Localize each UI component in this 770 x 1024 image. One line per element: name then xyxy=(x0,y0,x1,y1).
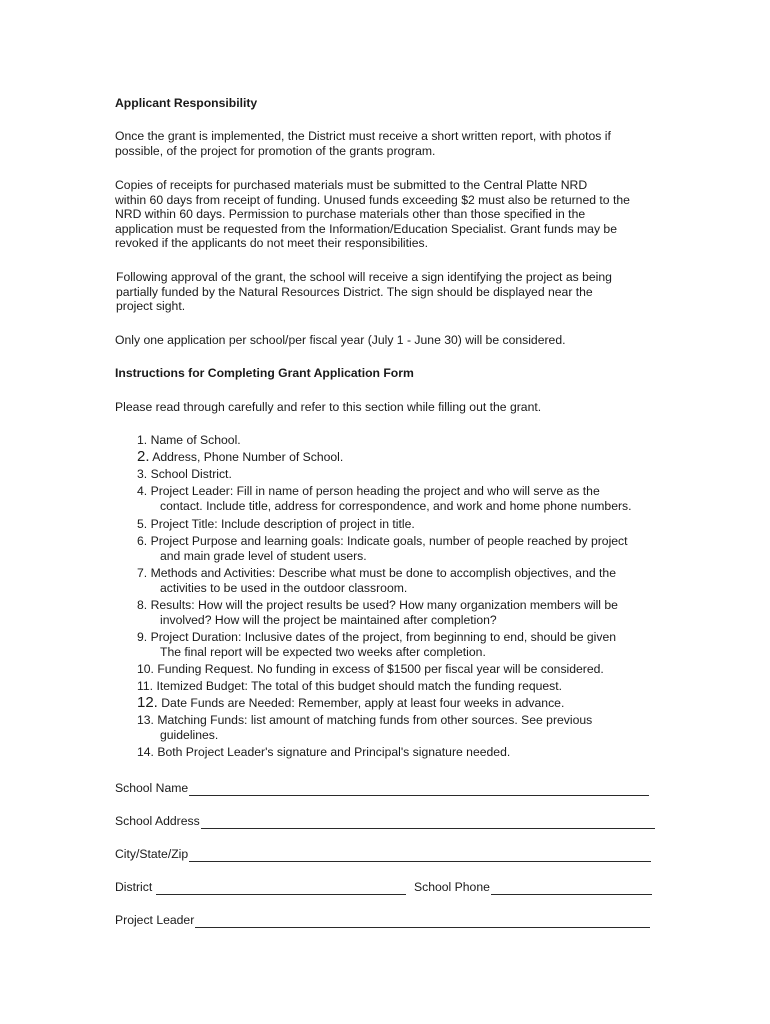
list-item-number: 4. xyxy=(137,484,148,498)
applicant-responsibility-heading: Applicant Responsibility xyxy=(115,96,258,110)
city-state-zip-field xyxy=(115,846,651,862)
applicant-paragraph-sign: Following approval of the grant, the school will receive a sign identifying the project as being partially funded by the Natural Resources District. The sign should be displayed near the project sight. xyxy=(116,270,612,314)
list-item-text: Name of School. xyxy=(150,433,241,447)
list-item-text: Project Purpose and learning goals: Indicate goals, number of people reached by project xyxy=(150,534,628,548)
school-name-field xyxy=(115,780,649,796)
school-phone-label: School Phone xyxy=(414,880,490,895)
list-item-text: Methods and Activities: Describe what must be done to accomplish objectives, and the xyxy=(150,566,616,580)
list-item xyxy=(137,450,657,467)
list-item-number: 1. xyxy=(137,433,148,447)
list-item-text: Both Project Leader's signature and Principal's signature needed. xyxy=(157,745,511,759)
list-item-number: 2. xyxy=(137,448,150,465)
list-item-text: Project Leader: Fill in name of person heading the project and who will serve as the xyxy=(150,484,600,498)
school-address-input-line[interactable] xyxy=(201,817,655,829)
list-item-continuation: The final report will be expected two weeks after completion. xyxy=(160,644,486,659)
list-item xyxy=(137,517,657,534)
list-item-continuation: guidelines. xyxy=(160,727,219,742)
list-item xyxy=(137,467,657,484)
list-item-number: 13. xyxy=(137,713,154,727)
list-item-text: Results: How will the project results be used? How many organization members will be xyxy=(150,598,618,612)
list-item-number: 5. xyxy=(137,517,148,531)
list-item xyxy=(137,662,657,679)
list-item xyxy=(137,713,657,745)
city-state-zip-label: City/State/Zip xyxy=(115,847,189,862)
applicant-paragraph-one-application: Only one application per school/per fiscal year (July 1 - June 30) will be considered. xyxy=(115,333,566,347)
list-item-text: Date Funds are Needed: Remember, apply at least four weeks in advance. xyxy=(161,696,565,710)
list-item xyxy=(137,433,657,450)
list-item-text: Address, Phone Number of School. xyxy=(152,450,344,464)
list-item-number: 12. xyxy=(137,694,158,711)
district-field xyxy=(115,879,406,895)
district-input-line[interactable] xyxy=(156,883,406,895)
list-item xyxy=(137,745,657,762)
school-phone-field xyxy=(414,879,652,895)
school-address-field xyxy=(115,813,655,829)
city-state-zip-input-line[interactable] xyxy=(189,850,651,862)
list-item-number: 11. xyxy=(137,679,154,693)
school-phone-input-line[interactable] xyxy=(491,883,652,895)
list-item-number: 7. xyxy=(137,566,148,580)
project-leader-label: Project Leader xyxy=(115,913,195,928)
list-item-text: School District. xyxy=(150,467,232,481)
list-item-number: 14. xyxy=(137,745,154,759)
list-item-text: Itemized Budget: The total of this budget should match the funding request. xyxy=(156,679,563,693)
list-item-number: 8. xyxy=(137,598,148,612)
school-name-input-line[interactable] xyxy=(189,784,649,796)
list-item-number: 6. xyxy=(137,534,148,548)
list-item xyxy=(137,566,657,598)
list-item xyxy=(137,696,657,713)
district-label: District xyxy=(115,880,153,895)
list-item xyxy=(137,598,657,630)
list-item-number: 9. xyxy=(137,630,148,644)
applicant-paragraph-receipts: Copies of receipts for purchased materials must be submitted to the Central Platte NRD within 60 days from receipt of funding. Unused funds exceeding $2 must also be returned to the NRD within 60 days. Permission to purchase materials other than those specified in the application must be requested from the Information/Education Specialist. Grant funds may be revoked if the applicants do not meet their responsibilities. xyxy=(115,178,630,251)
list-item xyxy=(137,484,657,517)
list-item-text: Project Title: Include description of project in title. xyxy=(150,517,415,531)
list-item-continuation: involved? How will the project be maintained after completion? xyxy=(160,612,497,627)
project-leader-field xyxy=(115,912,650,928)
school-name-label: School Name xyxy=(115,781,189,796)
instructions-heading: Instructions for Completing Grant Application Form xyxy=(115,366,414,380)
instructions-intro: Please read through carefully and refer to this section while filling out the grant. xyxy=(115,400,542,414)
list-item-number: 10. xyxy=(137,662,154,676)
list-item-number: 3. xyxy=(137,467,148,481)
list-item xyxy=(137,679,657,696)
applicant-paragraph-report: Once the grant is implemented, the District must receive a short written report, with photos if possible, of the project for promotion of the grants program. xyxy=(115,129,611,158)
instructions-list xyxy=(137,433,657,762)
list-item xyxy=(137,630,657,662)
school-address-label: School Address xyxy=(115,814,200,829)
project-leader-input-line[interactable] xyxy=(195,916,650,928)
list-item-continuation: contact. Include title, address for correspondence, and work and home phone numbers. xyxy=(160,498,632,513)
list-item-text: Project Duration: Inclusive dates of the project, from beginning to end, should be given xyxy=(150,630,616,644)
list-item-text: Matching Funds: list amount of matching funds from other sources. See previous xyxy=(157,713,593,727)
list-item-continuation: activities to be used in the outdoor classroom. xyxy=(160,580,408,595)
list-item xyxy=(137,534,657,566)
list-item-continuation: and main grade level of student users. xyxy=(160,548,367,563)
list-item-text: Funding Request. No funding in excess of $1500 per fiscal year will be considered. xyxy=(157,662,604,676)
